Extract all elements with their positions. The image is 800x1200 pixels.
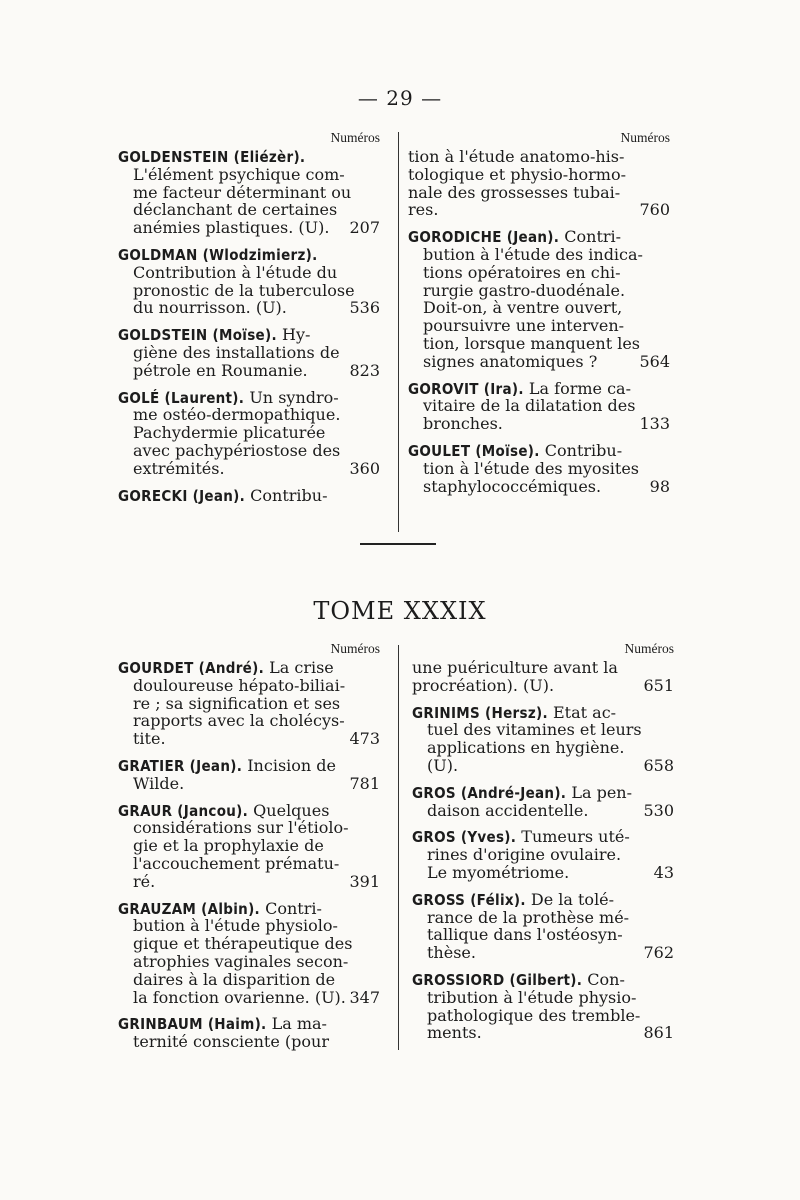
author-name: GOULET (Moïse). [408, 441, 540, 460]
entry-number: 43 [653, 862, 674, 882]
title-line [118, 264, 380, 282]
title-line [412, 659, 674, 677]
entry-first-line [408, 380, 670, 398]
title-line [118, 460, 380, 478]
entry-number: 98 [649, 476, 670, 496]
title-text: Etat ac- [553, 702, 617, 722]
title-line [412, 864, 674, 882]
title-line [412, 802, 674, 820]
title-line [412, 989, 674, 1007]
author-name: GRAUR (Jancou). [118, 801, 249, 820]
title-text: Hy- [281, 325, 311, 345]
column-divider [398, 645, 399, 1050]
title-text: pathologique des tremble- [427, 1005, 641, 1025]
title-line [118, 953, 380, 971]
title-text: L'élément psychique com- [133, 164, 345, 184]
title-text: res. [408, 200, 439, 220]
title-text: atrophies vaginales secon- [133, 951, 349, 971]
column-bottom-left [118, 641, 380, 1060]
title-text: La crise [269, 658, 334, 677]
title-line [408, 397, 670, 415]
title-text: daison accidentelle. [427, 800, 589, 820]
column-divider [398, 132, 399, 532]
title-line [118, 989, 380, 1007]
page-number: — 29 — [357, 86, 443, 110]
title-line [118, 935, 380, 953]
title-text: tions opératoires en chi- [423, 262, 621, 282]
index-entry [118, 246, 380, 317]
entry-first-line [118, 148, 380, 166]
title-line [118, 442, 380, 460]
title-text: gique et thérapeutique des [133, 934, 353, 954]
title-line [118, 1033, 380, 1051]
title-text: Contri- [265, 898, 322, 918]
entry-first-line [408, 228, 670, 246]
title-line [412, 926, 674, 944]
title-line [408, 246, 670, 264]
title-line [118, 855, 380, 873]
title-text: La pen- [571, 782, 632, 802]
title-text: rapports avec la cholécys- [133, 711, 345, 731]
entry-number: 360 [349, 458, 380, 478]
title-line [408, 148, 670, 166]
title-line [408, 335, 670, 353]
title-line [118, 406, 380, 424]
title-text: du nourrisson. (U). [133, 298, 287, 318]
title-text: procréation). (U). [412, 675, 555, 695]
author-name: GOURDET (André). [118, 659, 265, 677]
title-text: thèse. [427, 943, 476, 963]
entry-number: 133 [639, 414, 670, 434]
title-line [412, 1007, 674, 1025]
title-text: Le myométriome. [427, 862, 570, 882]
title-line [408, 184, 670, 202]
title-text: signes anatomiques ? [423, 351, 598, 371]
title-text: tologique et physio-hormo- [408, 164, 627, 184]
author-name: GRATIER (Jean). [118, 756, 243, 775]
entry-first-line [412, 828, 674, 846]
index-entry [412, 659, 674, 695]
title-line [118, 971, 380, 989]
title-text: applications en hygiène. [427, 738, 625, 758]
title-text: nale des grossesses tubai- [408, 182, 621, 202]
title-text: extrémités. [133, 458, 225, 478]
title-text: Doit-on, à ventre ouvert, [423, 298, 623, 318]
title-text: tion, lorsque manquent les [423, 333, 641, 353]
title-line [118, 424, 380, 442]
title-line [412, 757, 674, 775]
entry-first-line [118, 802, 380, 820]
entry-first-line [118, 1015, 380, 1033]
title-line [408, 264, 670, 282]
title-text: tribution à l'étude physio- [427, 987, 637, 1007]
title-line [412, 739, 674, 757]
title-text: rines d'origine ovulaire. [427, 845, 622, 865]
title-text: (U). [427, 755, 459, 775]
entry-first-line [412, 891, 674, 909]
column-header: Numéros [330, 641, 380, 656]
title-text: Tumeurs uté- [521, 827, 630, 847]
title-text: tion à l'étude anatomo-his- [408, 147, 625, 166]
title-text: l'accouchement prématu- [133, 853, 340, 873]
title-text: tite. [133, 729, 166, 749]
entry-number: 564 [639, 351, 670, 371]
title-line [408, 201, 670, 219]
entry-first-line [118, 487, 380, 505]
title-text: ternité consciente (pour [133, 1032, 329, 1052]
title-text: Con- [587, 969, 625, 989]
title-line [118, 775, 380, 793]
title-text: De la tolé- [530, 889, 615, 909]
entry-number: 207 [349, 218, 380, 238]
title-line [408, 317, 670, 335]
author-name: GRINIMS (Hersz). [412, 703, 548, 722]
author-name: GORECKI (Jean). [118, 486, 246, 505]
entry-first-line [118, 659, 380, 677]
index-entry [412, 828, 674, 881]
entry-number: 760 [639, 200, 670, 220]
title-line [412, 944, 674, 962]
title-text: Contribu- [250, 485, 328, 505]
title-text: giène des installations de [133, 342, 340, 362]
title-text: La ma- [271, 1014, 327, 1034]
column-header: Numéros [330, 130, 380, 145]
title-line [118, 282, 380, 300]
title-text: me ostéo-dermopathique. [133, 405, 341, 425]
column-bottom-right [412, 641, 674, 1051]
title-line [118, 917, 380, 935]
index-entry [408, 380, 670, 433]
title-text: bution à l'étude des indica- [423, 244, 643, 264]
index-entry [118, 659, 380, 748]
entry-first-line [412, 971, 674, 989]
author-name: GROS (André-Jean). [412, 783, 567, 802]
index-entry [408, 442, 670, 495]
author-name: GRINBAUM (Haim). [118, 1015, 267, 1034]
entry-first-line [412, 704, 674, 722]
title-text: considérations sur l'étiolo- [133, 818, 349, 838]
author-name: GOLDMAN (Wlodzimierz). [118, 245, 318, 264]
title-line [118, 201, 380, 219]
title-line [412, 909, 674, 927]
title-text: une puériculture avant la [412, 658, 618, 677]
title-line [118, 677, 380, 695]
title-line [408, 415, 670, 433]
index-entry [412, 891, 674, 962]
title-line [118, 695, 380, 713]
title-line [118, 873, 380, 891]
title-line [412, 721, 674, 739]
index-entry [118, 326, 380, 379]
title-text: Pachydermie plicaturée [133, 423, 326, 443]
entry-number: 473 [349, 729, 380, 749]
entry-first-line [408, 442, 670, 460]
section-divider [360, 543, 436, 545]
title-line [118, 344, 380, 362]
title-text: rurgie gastro-duodénale. [423, 280, 626, 300]
title-text: pétrole en Roumanie. [133, 360, 308, 380]
title-text: re ; sa signification et ses [133, 693, 341, 713]
entry-number: 391 [349, 871, 380, 891]
title-line [118, 819, 380, 837]
title-line [118, 712, 380, 730]
entry-number: 823 [349, 360, 380, 380]
title-text: Contribution à l'étude du [133, 262, 338, 282]
index-entry [118, 148, 380, 237]
title-text: Contri- [564, 227, 622, 247]
entry-number: 658 [643, 755, 674, 775]
entry-number: 536 [349, 298, 380, 318]
index-entry [408, 228, 670, 370]
title-line [408, 282, 670, 300]
title-line [118, 730, 380, 748]
title-text: bution à l'étude physiolo- [133, 916, 338, 936]
entry-first-line [118, 326, 380, 344]
title-text: daires à la disparition de [133, 969, 336, 989]
index-entry [118, 900, 380, 1007]
index-entry [412, 784, 674, 820]
title-text: la fonction ovarienne. (U). [133, 987, 346, 1007]
index-entry [118, 487, 380, 505]
title-line [412, 846, 674, 864]
author-name: GOLÉ (Laurent). [118, 388, 245, 407]
title-text: bronches. [423, 414, 503, 434]
title-text: tuel des vitamines et leurs [427, 720, 642, 740]
author-name: GROSS (Félix). [412, 890, 526, 909]
title-text: ments. [427, 1023, 482, 1043]
index-entry [118, 389, 380, 478]
entry-number: 651 [643, 675, 674, 695]
title-line [412, 1024, 674, 1042]
entry-first-line [118, 900, 380, 918]
title-text: gie et la prophylaxie de [133, 836, 324, 856]
title-line [408, 460, 670, 478]
title-text: anémies plastiques. (U). [133, 218, 330, 238]
title-text: tion à l'étude des myosites [423, 458, 639, 478]
index-entry [412, 971, 674, 1042]
entry-first-line [118, 757, 380, 775]
title-text: poursuivre une interven- [423, 316, 625, 336]
title-line [118, 166, 380, 184]
author-name: GOROVIT (Ira). [408, 379, 524, 398]
title-text: La forme ca- [528, 378, 631, 398]
title-line [408, 353, 670, 371]
tome-title: TOME XXXIX [313, 597, 487, 625]
author-name: GOLDENSTEIN (Eliézèr). [118, 148, 306, 166]
title-text: Quelques [253, 800, 330, 820]
entry-first-line [118, 389, 380, 407]
title-text: pronostic de la tuberculose [133, 280, 355, 300]
title-line [118, 362, 380, 380]
column-header: Numéros [624, 641, 674, 656]
title-line [408, 166, 670, 184]
title-text: tallique dans l'ostéosyn- [427, 925, 623, 945]
title-text: rance de la prothèse mé- [427, 907, 630, 927]
title-line [118, 219, 380, 237]
entry-number: 347 [349, 987, 380, 1007]
title-line [118, 299, 380, 317]
title-text: Contribu- [544, 440, 623, 460]
title-text: Wilde. [133, 773, 185, 793]
title-line [118, 837, 380, 855]
index-entry [408, 148, 670, 219]
author-name: GRAUZAM (Albin). [118, 899, 260, 918]
column-top-right [408, 130, 670, 504]
index-entry [118, 802, 380, 891]
title-text: douloureuse hépato-biliai- [133, 675, 346, 695]
title-line [118, 184, 380, 202]
column-top-left [118, 130, 380, 513]
title-text: avec pachypériostose des [133, 440, 341, 460]
title-text: déclanchant de certaines [133, 200, 338, 220]
title-text: Un syndro- [249, 387, 339, 407]
title-line [412, 677, 674, 695]
title-text: me facteur déterminant ou [133, 182, 352, 202]
column-header: Numéros [620, 130, 670, 145]
title-text: vitaire de la dilatation des [423, 396, 636, 416]
entry-number: 861 [643, 1023, 674, 1043]
author-name: GORODICHE (Jean). [408, 228, 560, 247]
entry-number: 762 [643, 943, 674, 963]
author-name: GROS (Yves). [412, 828, 517, 847]
author-name: GOLDSTEIN (Moïse). [118, 326, 277, 345]
index-entry [118, 1015, 380, 1051]
title-text: Incision de [247, 755, 336, 775]
title-line [408, 478, 670, 496]
entry-number: 530 [643, 800, 674, 820]
author-name: GROSSIORD (Gilbert). [412, 970, 583, 989]
entry-first-line [412, 784, 674, 802]
title-line [408, 299, 670, 317]
title-text: staphylococcémiques. [423, 476, 602, 496]
entry-first-line [118, 246, 380, 264]
index-entry [118, 757, 380, 793]
index-entry [412, 704, 674, 775]
entry-number: 781 [349, 773, 380, 793]
title-text: ré. [133, 871, 156, 891]
